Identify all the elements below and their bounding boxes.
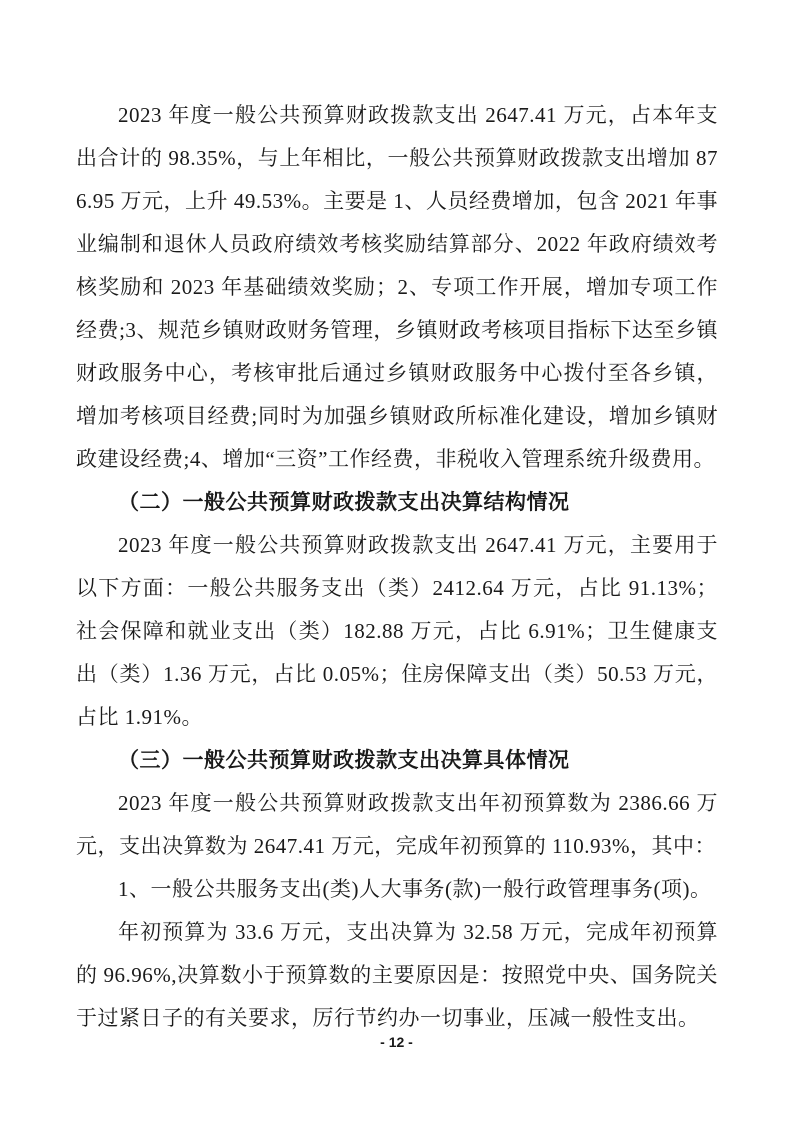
section-heading-structure: （二）一般公共预算财政拨款支出决算结构情况 (118, 491, 570, 514)
paragraph-structure-breakdown: 2023 年度一般公共预算财政拨款支出 2647.41 万元，主要用于以下方面：一般公共服务支出（类）2412.64 万元，占比 91.13%；社会保障和就业支出（类）182.88 万元，占比 6.91%；卫生健康支出（类）1.36 万元，占比 0.05%；住房保障支出（类）50.53 万元，占比 1.91%。 (76, 533, 718, 729)
paragraph-budget-completion: 2023 年度一般公共预算财政拨款支出年初预算数为 2386.66 万元，支出决算数为 2647.41 万元，完成年初预算的 110.93%，其中： (76, 791, 718, 858)
page-number: - 12 - (380, 1034, 413, 1050)
section-heading-details: （三）一般公共预算财政拨款支出决算具体情况 (118, 749, 570, 772)
paragraph-expenditure-overview: 2023 年度一般公共预算财政拨款支出 2647.41 万元，占本年支出合计的 98.35%，与上年相比，一般公共预算财政拨款支出增加 876.95 万元，上升 49.53%。主要是 1、人员经费增加，包含 2021 年事业编制和退休人员政府绩效考核奖励结算部分、2022 年政府绩效考核奖励和 2023 年基础绩效奖励；2、专项工作开展，增加专项工作经费;3、规范乡镇财政财务管理，乡镇财政考核项目指标下达至乡镇财政服务中心，考核审批后通过乡镇财政服务中心拨付至各乡镇，增加考核项目经费;同时为加强乡镇财政所标准化建设，增加乡镇财政建设经费;4、增加“三资”工作经费，非税收入管理系统升级费用。 (76, 103, 718, 471)
paragraph-item-1: 1、一般公共服务支出(类)人大事务(款)一般行政管理事务(项)。 (118, 877, 712, 901)
document-body (76, 94, 718, 1040)
paragraph-item-1-detail: 年初预算为 33.6 万元，支出决算为 32.58 万元，完成年初预算的 96.96%,决算数小于预算数的主要原因是：按照党中央、国务院关于过紧日子的有关要求，厉行节约办一切事业，压减一般性支出。 (76, 920, 718, 1030)
